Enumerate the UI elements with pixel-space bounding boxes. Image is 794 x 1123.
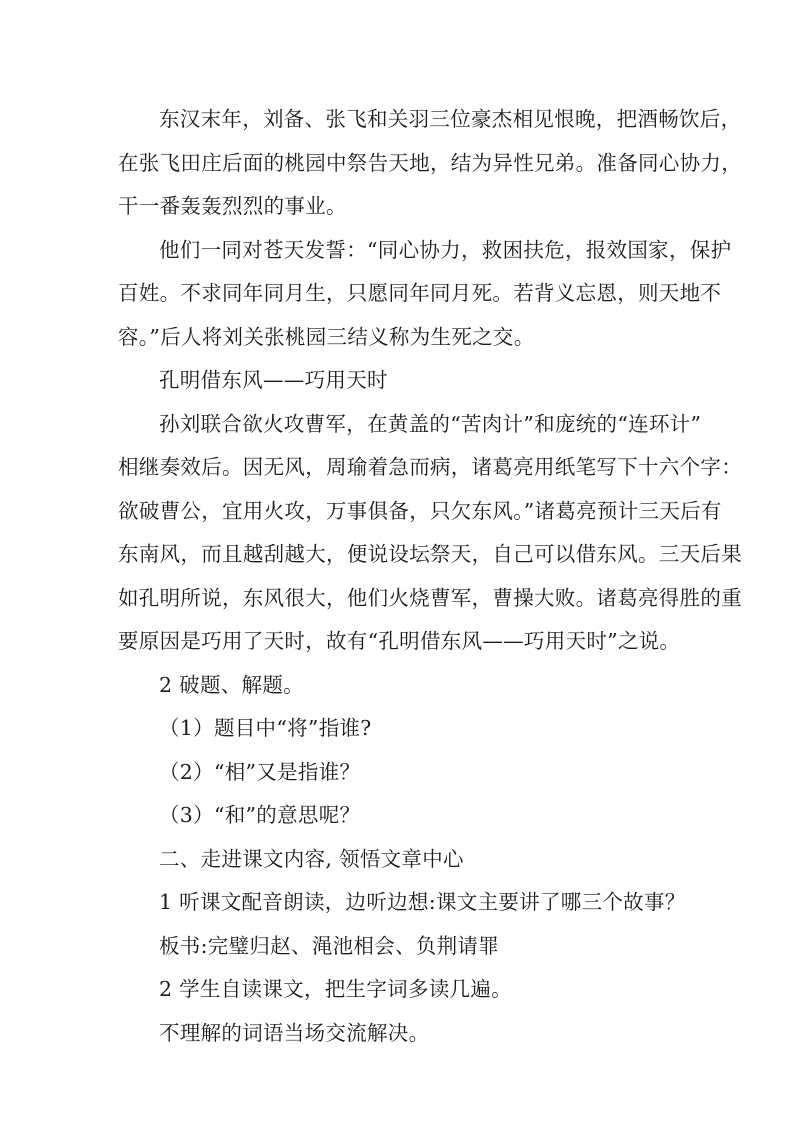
text-line: 相继奏效后。因无风，周瑜着急而病，诸葛亮用纸笔写下十六个字：	[118, 455, 742, 479]
paragraph-taoyuan-oath	[118, 229, 732, 360]
text-line: （2）“相”又是指谁？	[159, 759, 361, 784]
board-notes	[118, 925, 688, 969]
step-discuss	[118, 1012, 688, 1056]
text-line: 1 听课文配音朗读，边听边想:课文主要讲了哪三个故事？	[159, 890, 686, 914]
step-self-read	[118, 968, 688, 1012]
text-line: 板书:完璧归赵、渑池相会、负荆请罪	[159, 933, 500, 958]
text-line: 他们一同对苍天发誓：“同心协力，救困扶危，报效国家，保护	[159, 237, 732, 262]
text-line: 如孔明所说，东风很大，他们火烧曹军，曹操大败。诸葛亮得胜的重	[118, 585, 742, 610]
text-line: 百姓。不求同年同月生，只愿同年同月死。若背义忘恩，则天地不	[118, 281, 722, 305]
section-heading-two	[118, 838, 688, 882]
text-line: 干一番轰轰烈烈的事业。	[118, 194, 347, 218]
heading-line: 孔明借东风——巧用天时	[159, 368, 388, 392]
question-1	[118, 707, 688, 751]
text-line: 不理解的词语当场交流解决。	[159, 1020, 430, 1045]
text-line: 东汉末年，刘备、张飞和关羽三位豪杰相见恨晚，把酒畅饮后，	[159, 107, 742, 131]
paragraph-taoyuan-intro	[118, 98, 742, 229]
step-breaking-title	[118, 664, 688, 708]
text-line: （3）“和”的意思呢？	[159, 803, 361, 827]
text-line: 要原因是巧用了天时，故有“孔明借东风——巧用天时”之说。	[118, 629, 681, 653]
text-line: 孙刘联合欲火攻曹军，在黄盖的“苦肉计”和庞统的“连环计”	[159, 411, 702, 436]
text-line: 2 学生自读课文，把生字词多读几遍。	[159, 977, 512, 1001]
text-line: 在张飞田庄后面的桃园中祭告天地，结为异性兄弟。准备同心协力，	[118, 150, 742, 175]
heading-line: 二、走进课文内容, 领悟文章中心	[159, 846, 464, 871]
step-listen	[118, 881, 688, 925]
section-heading-dongfeng	[118, 359, 688, 403]
document-body	[118, 98, 742, 1055]
paragraph-dongfeng-story	[118, 403, 742, 664]
question-3	[118, 794, 688, 838]
text-line: 欲破曹公，宜用火攻，万事俱备，只欠东风。”诸葛亮预计三天后有	[118, 498, 722, 523]
text-line: 东南风，而且越刮越大，便说设坛祭天，自己可以借东风。三天后果	[118, 542, 742, 566]
question-2	[118, 751, 688, 795]
text-line: （1）题目中“将”指谁?	[159, 716, 372, 740]
text-line: 2 破题、解题。	[159, 672, 304, 697]
text-line: 容。”后人将刘关张桃园三结义称为生死之交。	[118, 324, 535, 349]
